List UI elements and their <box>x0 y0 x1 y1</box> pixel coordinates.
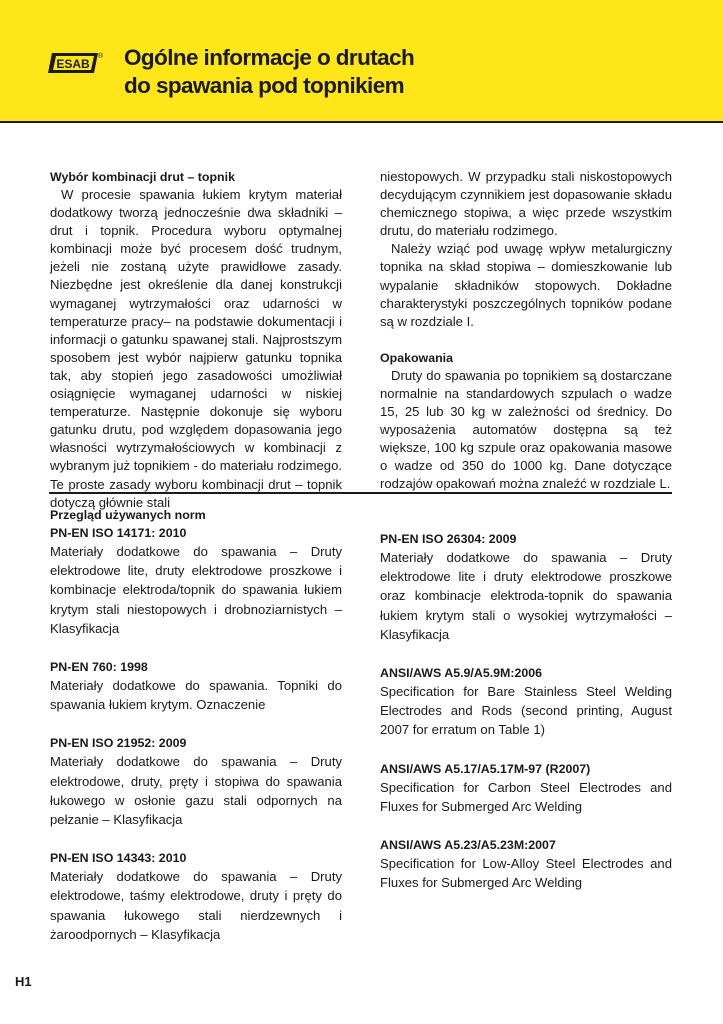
intro-left-column <box>50 168 342 512</box>
norm-code: ANSI/AWS A5.23/A5.23M:2007 <box>380 838 556 853</box>
norm-description: Specification for Bare Stainless Steel Welding Electrodes and Rods (second printing, August 2007 for erratum on Table 1) <box>380 684 672 738</box>
registered-mark: ® <box>98 53 104 60</box>
norm-entry <box>380 530 672 644</box>
norm-description: Materiały dodatkowe do spawania. Topniki do spawania łukiem krytym. Oznaczenie <box>50 678 342 713</box>
page-number: H1 <box>15 974 32 989</box>
norms-right-column <box>380 530 672 912</box>
norm-description: Materiały dodatkowe do spawania – Druty elektrodowe lite, druty elektrodowe proszkowe i kombinacje elektroda/topnik do spawania łukiem krytym stali niestopowych i drobnoziarnistych – Klasyfikacja <box>50 544 342 636</box>
packaging-paragraph: Druty do spawania po topnikiem są dostarczane normalnie na standardowych szpulach o wadze 15, 25 lub 30 kg w zależności od średnicy. Do wyposażenia automatów dostępna są też większe, 100 kg szpule oraz opakowania masowe o wadze od 350 do 1000 kg. Dane dotyczące rodzajów opakowań można znaleźć w rozdziale L. <box>380 367 672 492</box>
intro-right-column <box>380 168 672 494</box>
norm-description: Specification for Low-Alloy Steel Electrodes and Fluxes for Submerged Arc Welding <box>380 856 672 891</box>
norms-left-column <box>50 506 342 964</box>
norm-entry <box>380 760 672 816</box>
norm-description: Materiały dodatkowe do spawania – Druty elektrodowe lite i druty elektrodowe proszkowe oraz kombinacje elektroda-topnik do spawania łukiem krytym stali o wysokiej wytrzymałości – Klasyfikacja <box>380 550 672 642</box>
norm-code: PN-EN 760: 1998 <box>50 660 148 675</box>
flux-influence-paragraph: Należy wziąć pod uwagę wpływ metalurgiczny topnika na skład stopiwa – domieszkowanie lub wypalanie składników stopowych. Dokładne charakterystyki poszczególnych topników podane są w rozdziale I. <box>380 241 672 329</box>
logo-text: ESAB <box>56 57 90 71</box>
section-divider <box>49 492 672 494</box>
norm-entry <box>50 849 342 944</box>
esab-logo <box>48 50 100 76</box>
section-heading-selection: Wybór kombinacji drut – topnik <box>50 170 235 184</box>
norm-code: PN-EN ISO 14343: 2010 <box>50 851 187 866</box>
norm-description: Materiały dodatkowe do spawania – Druty elektrodowe, taśmy elektrodowe, druty i pręty do spawania łukowego stali nierdzewnych i żaroodpornych – Klasyfikacja <box>50 869 342 942</box>
norm-code: ANSI/AWS A5.17/A5.17M-97 (R2007) <box>380 761 591 776</box>
norm-entry <box>50 658 342 714</box>
norm-code: PN-EN ISO 21952: 2009 <box>50 736 187 751</box>
title-line-2: do spawania pod topnikiem <box>124 73 405 98</box>
norm-entry <box>380 664 672 740</box>
norm-code: PN-EN ISO 14171: 2010 <box>50 526 187 540</box>
norm-code: PN-EN ISO 26304: 2009 <box>380 532 517 546</box>
page-header <box>0 0 723 123</box>
norm-description: Specification for Carbon Steel Electrodes and Fluxes for Submerged Arc Welding <box>380 779 672 814</box>
norm-entry <box>50 524 342 638</box>
selection-paragraph: W procesie spawania łukiem krytym materiał dodatkowy tworzą jednocześnie dwa składniki – drut i topnik. Procedura wyboru optymalnej kombinacji może być procesem dość trudnym, jeżeli nie zostaną użyte prawidłowe zasady. Niezbędne jest określenie dla danej konstrukcji wymaganej wytrzymałości oraz udarności w temperaturze pracy– na podstawie dokumentacji i informacji o gatunku spawanej stali. Najprostszym sposobem jest wybór najpierw gatunku topnika tak, aby stopień jego zasadowości umożliwiał osiągnięcie wymaganej udarności w niskiej temperaturze. Następnie dokonuje się wyboru gatunku drutu, pod względem dopasowania jego własności wytrzymałościowych w kombinacji z wybranym już topnikiem - do materiału rodzimego. Te proste zasady wyboru kombinacji drut – topnik dotyczą głównie stali <box>50 187 342 510</box>
page-title <box>124 44 414 100</box>
norm-description: Materiały dodatkowe do spawania – Druty elektrodowe, druty, pręty i stopiwa do spawania łukowego w osłonie gazu stali odpornych na pełzanie – Klasyfikacja <box>50 754 342 828</box>
norm-entry <box>380 836 672 892</box>
norm-entry <box>50 734 342 829</box>
norms-heading: Przegląd używanych norm <box>50 508 206 522</box>
norm-code: ANSI/AWS A5.9/A5.9M:2006 <box>380 666 543 681</box>
title-line-1: Ogólne informacje o drutach <box>124 45 415 70</box>
selection-paragraph-continued: niestopowych. W przypadku stali niskostopowych decydującym czynnikiem jest dopasowanie składu chemicznego stopiwa, a więc przede wszystkim drutu, do materiału rodzimego. <box>380 169 672 239</box>
section-heading-packaging: Opakowania <box>380 350 453 365</box>
